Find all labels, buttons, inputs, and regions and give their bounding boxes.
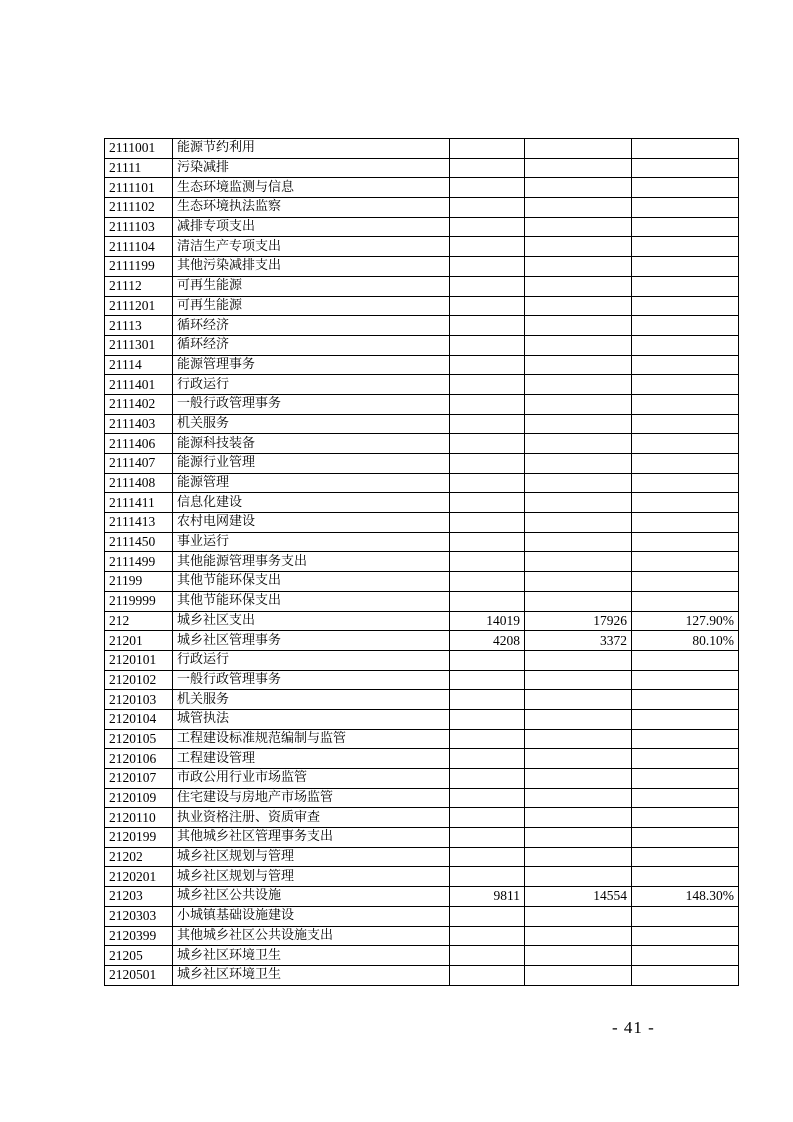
cell-name: 能源管理 [173,473,450,493]
cell-value-1 [450,749,525,769]
cell-value-1 [450,906,525,926]
cell-code: 2111301 [105,335,173,355]
cell-name: 城乡社区规划与管理 [173,847,450,867]
cell-value-1 [450,158,525,178]
cell-code: 2111413 [105,513,173,533]
cell-name: 能源科技装备 [173,434,450,454]
cell-value-2 [525,257,632,277]
table-row [105,532,739,552]
cell-name: 能源节约利用 [173,139,450,159]
cell-name: 事业运行 [173,532,450,552]
cell-value-1 [450,828,525,848]
cell-value-1 [450,375,525,395]
cell-value-2 [525,394,632,414]
cell-value-3 [632,552,739,572]
cell-value-2 [525,139,632,159]
cell-name: 城乡社区支出 [173,611,450,631]
cell-value-2 [525,591,632,611]
cell-name: 生态环境监测与信息 [173,178,450,198]
cell-value-2 [525,729,632,749]
table-row [105,237,739,257]
cell-code: 2111407 [105,454,173,474]
cell-name: 行政运行 [173,650,450,670]
cell-code: 2111104 [105,237,173,257]
cell-value-2 [525,237,632,257]
cell-value-1 [450,237,525,257]
cell-value-3 [632,965,739,985]
cell-code: 2120105 [105,729,173,749]
cell-value-3 [632,493,739,513]
cell-value-1 [450,513,525,533]
cell-value-3 [632,670,739,690]
cell-code: 2111406 [105,434,173,454]
cell-value-1 [450,178,525,198]
cell-name: 污染减排 [173,158,450,178]
cell-value-1 [450,454,525,474]
page-number: - 41 - [612,1018,655,1037]
cell-value-2 [525,296,632,316]
cell-value-1 [450,926,525,946]
cell-value-1 [450,335,525,355]
cell-value-2 [525,316,632,336]
cell-value-3 [632,906,739,926]
cell-value-3 [632,296,739,316]
table-row [105,867,739,887]
budget-table [104,138,739,986]
cell-name: 减排专项支出 [173,217,450,237]
table-row [105,749,739,769]
cell-value-3: 80.10% [632,631,739,651]
table-row [105,572,739,592]
cell-value-2 [525,434,632,454]
cell-name: 城乡社区公共设施 [173,887,450,907]
cell-value-3 [632,828,739,848]
cell-name: 循环经济 [173,335,450,355]
cell-value-3 [632,276,739,296]
cell-value-1 [450,434,525,454]
cell-value-1 [450,729,525,749]
cell-code: 2111201 [105,296,173,316]
table-row [105,355,739,375]
table-row [105,631,739,651]
cell-value-3 [632,355,739,375]
cell-name: 清洁生产专项支出 [173,237,450,257]
cell-value-2 [525,749,632,769]
cell-value-1 [450,493,525,513]
cell-value-1 [450,965,525,985]
cell-value-3 [632,158,739,178]
table-row [105,788,739,808]
cell-code: 2120102 [105,670,173,690]
budget-table-body [105,139,739,986]
cell-value-3 [632,808,739,828]
cell-name: 其他节能环保支出 [173,591,450,611]
cell-name: 一般行政管理事务 [173,394,450,414]
cell-code: 2111101 [105,178,173,198]
cell-value-3 [632,946,739,966]
cell-value-2 [525,709,632,729]
cell-code: 2120104 [105,709,173,729]
table-row [105,316,739,336]
cell-value-2 [525,867,632,887]
cell-value-1 [450,769,525,789]
cell-value-2 [525,650,632,670]
cell-value-1 [450,867,525,887]
cell-code: 2120106 [105,749,173,769]
cell-value-2 [525,906,632,926]
cell-value-2 [525,493,632,513]
cell-code: 2120501 [105,965,173,985]
cell-name: 信息化建设 [173,493,450,513]
cell-value-2 [525,926,632,946]
cell-code: 21205 [105,946,173,966]
cell-name: 执业资格注册、资质审查 [173,808,450,828]
cell-value-2 [525,808,632,828]
cell-code: 2120201 [105,867,173,887]
cell-value-2 [525,532,632,552]
cell-value-2: 3372 [525,631,632,651]
cell-value-3 [632,572,739,592]
cell-code: 2120303 [105,906,173,926]
cell-value-3 [632,434,739,454]
cell-code: 2119999 [105,591,173,611]
cell-value-2 [525,965,632,985]
cell-value-3 [632,375,739,395]
table-row [105,198,739,218]
cell-value-1 [450,670,525,690]
table-row [105,257,739,277]
cell-code: 2120107 [105,769,173,789]
cell-name: 可再生能源 [173,276,450,296]
cell-value-2 [525,355,632,375]
cell-value-2 [525,454,632,474]
table-row [105,887,739,907]
cell-value-2 [525,788,632,808]
table-row [105,493,739,513]
cell-value-1 [450,788,525,808]
cell-code: 2120109 [105,788,173,808]
cell-value-2 [525,572,632,592]
cell-value-1 [450,139,525,159]
cell-value-1 [450,257,525,277]
table-row [105,158,739,178]
cell-name: 机关服务 [173,690,450,710]
cell-value-2 [525,217,632,237]
cell-value-1 [450,276,525,296]
table-row [105,552,739,572]
cell-value-3 [632,650,739,670]
cell-value-3 [632,749,739,769]
cell-name: 工程建设标准规范编制与监管 [173,729,450,749]
cell-value-2 [525,828,632,848]
cell-value-2 [525,473,632,493]
cell-name: 小城镇基础设施建设 [173,906,450,926]
cell-value-3 [632,926,739,946]
cell-value-1 [450,709,525,729]
cell-code: 21203 [105,887,173,907]
cell-value-1 [450,650,525,670]
table-row [105,828,739,848]
cell-name: 城乡社区规划与管理 [173,867,450,887]
cell-value-1: 14019 [450,611,525,631]
cell-value-3 [632,788,739,808]
cell-value-1 [450,316,525,336]
cell-value-3 [632,414,739,434]
cell-value-1 [450,690,525,710]
cell-name: 住宅建设与房地产市场监管 [173,788,450,808]
cell-value-2 [525,769,632,789]
cell-value-1 [450,198,525,218]
table-row [105,808,739,828]
table-row [105,178,739,198]
cell-value-1 [450,591,525,611]
table-row [105,611,739,631]
cell-value-3 [632,178,739,198]
cell-name: 其他能源管理事务支出 [173,552,450,572]
cell-name: 城管执法 [173,709,450,729]
cell-value-1 [450,217,525,237]
cell-value-1 [450,355,525,375]
cell-code: 2111102 [105,198,173,218]
cell-name: 农村电网建设 [173,513,450,533]
cell-code: 2111411 [105,493,173,513]
cell-code: 2111401 [105,375,173,395]
cell-value-1 [450,414,525,434]
cell-value-3 [632,591,739,611]
cell-value-3 [632,513,739,533]
cell-value-3: 127.90% [632,611,739,631]
cell-code: 2111199 [105,257,173,277]
cell-value-1: 9811 [450,887,525,907]
cell-value-2 [525,690,632,710]
cell-code: 2111103 [105,217,173,237]
cell-value-3 [632,139,739,159]
table-row [105,454,739,474]
table-row [105,690,739,710]
table-row [105,335,739,355]
cell-code: 2111450 [105,532,173,552]
table-row [105,709,739,729]
cell-value-3: 148.30% [632,887,739,907]
cell-value-2 [525,513,632,533]
cell-code: 2120110 [105,808,173,828]
cell-value-3 [632,729,739,749]
cell-value-2 [525,847,632,867]
cell-value-1 [450,532,525,552]
cell-value-2 [525,158,632,178]
cell-code: 2111499 [105,552,173,572]
cell-value-3 [632,847,739,867]
cell-value-2 [525,552,632,572]
cell-name: 循环经济 [173,316,450,336]
cell-value-2 [525,670,632,690]
cell-name: 机关服务 [173,414,450,434]
cell-name: 其他城乡社区公共设施支出 [173,926,450,946]
table-row [105,769,739,789]
cell-code: 21112 [105,276,173,296]
cell-name: 其他城乡社区管理事务支出 [173,828,450,848]
table-row [105,139,739,159]
cell-name: 能源管理事务 [173,355,450,375]
table-row [105,394,739,414]
cell-value-3 [632,335,739,355]
cell-code: 2111408 [105,473,173,493]
cell-code: 2111001 [105,139,173,159]
table-row [105,276,739,296]
cell-code: 21114 [105,355,173,375]
cell-value-2: 14554 [525,887,632,907]
cell-name: 城乡社区环境卫生 [173,965,450,985]
cell-value-2: 17926 [525,611,632,631]
cell-value-3 [632,394,739,414]
cell-code: 21202 [105,847,173,867]
cell-name: 能源行业管理 [173,454,450,474]
cell-value-3 [632,473,739,493]
table-row [105,473,739,493]
cell-value-3 [632,690,739,710]
cell-code: 2120103 [105,690,173,710]
cell-value-3 [632,532,739,552]
table-row [105,729,739,749]
table-row [105,217,739,237]
table-row [105,847,739,867]
cell-code: 2120101 [105,650,173,670]
cell-value-3 [632,867,739,887]
cell-value-1 [450,296,525,316]
cell-value-1 [450,572,525,592]
cell-value-3 [632,454,739,474]
cell-name: 工程建设管理 [173,749,450,769]
cell-value-1 [450,808,525,828]
cell-name: 城乡社区管理事务 [173,631,450,651]
table-row [105,965,739,985]
table-row [105,946,739,966]
table-row [105,296,739,316]
cell-value-1: 4208 [450,631,525,651]
cell-value-1 [450,552,525,572]
cell-code: 2120399 [105,926,173,946]
cell-name: 行政运行 [173,375,450,395]
cell-name: 可再生能源 [173,296,450,316]
cell-code: 2111403 [105,414,173,434]
cell-code: 2111402 [105,394,173,414]
cell-value-3 [632,709,739,729]
cell-value-2 [525,276,632,296]
cell-value-3 [632,769,739,789]
cell-value-3 [632,237,739,257]
table-row [105,375,739,395]
cell-value-2 [525,414,632,434]
table-row [105,670,739,690]
table-row [105,650,739,670]
cell-code: 21199 [105,572,173,592]
cell-name: 其他节能环保支出 [173,572,450,592]
cell-code: 212 [105,611,173,631]
cell-value-2 [525,178,632,198]
cell-value-1 [450,394,525,414]
table-row [105,434,739,454]
cell-code: 2120199 [105,828,173,848]
cell-name: 一般行政管理事务 [173,670,450,690]
cell-value-3 [632,217,739,237]
cell-value-2 [525,198,632,218]
cell-value-2 [525,335,632,355]
cell-name: 城乡社区环境卫生 [173,946,450,966]
cell-name: 市政公用行业市场监管 [173,769,450,789]
cell-value-2 [525,946,632,966]
table-row [105,906,739,926]
cell-value-1 [450,847,525,867]
cell-value-2 [525,375,632,395]
cell-value-3 [632,198,739,218]
cell-value-1 [450,473,525,493]
cell-name: 其他污染减排支出 [173,257,450,277]
cell-value-1 [450,946,525,966]
cell-value-3 [632,257,739,277]
table-row [105,513,739,533]
cell-name: 生态环境执法监察 [173,198,450,218]
cell-value-3 [632,316,739,336]
cell-code: 21113 [105,316,173,336]
cell-code: 21111 [105,158,173,178]
table-row [105,591,739,611]
cell-code: 21201 [105,631,173,651]
table-row [105,926,739,946]
table-row [105,414,739,434]
